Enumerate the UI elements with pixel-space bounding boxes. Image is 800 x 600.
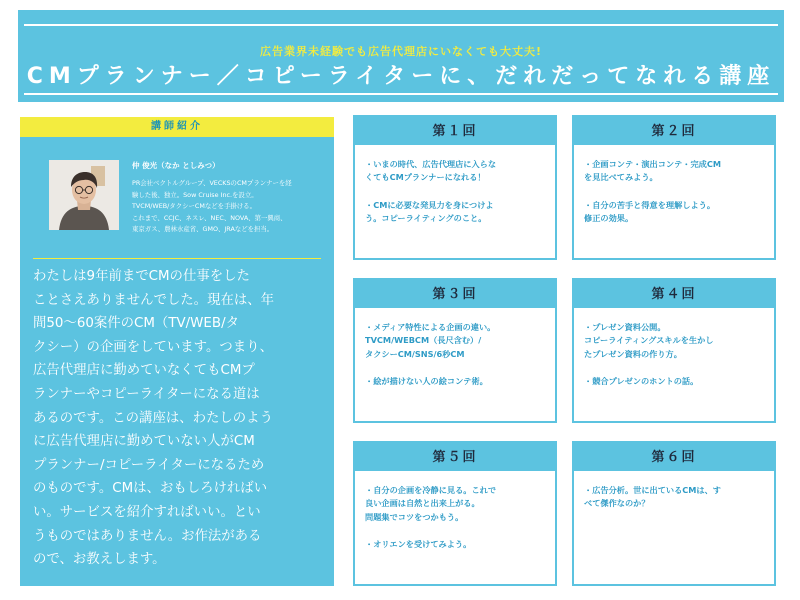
point-line: ・プレゼン資料公開。 (584, 322, 666, 332)
intro-line: に広告代理店に勤めていない人がCM (33, 434, 255, 450)
session-body (574, 308, 774, 388)
session-body (355, 308, 555, 388)
point-line: TVCM/WEBCM（長尺含む）/ (365, 335, 482, 346)
intro-line: ランナーやコピーライターになる道は (33, 386, 260, 402)
intro-line: プランナー/コピーライターになるため (33, 457, 265, 473)
session-title: 第５回 (355, 443, 555, 471)
point-line: ・広告分析。世に出ているCMは、す (584, 485, 721, 495)
point-line: ・いまの時代、広告代理店に入らな (365, 159, 497, 169)
session-body (355, 145, 555, 225)
session-title: 第６回 (574, 443, 774, 471)
point-line: タクシーCM/SNS/6秒CM (365, 348, 465, 359)
session-card-2 (572, 115, 776, 260)
bio-line: これまで、CCJC、ネスレ、NEC、NOVA、第一興商、 (132, 213, 287, 222)
header-banner (18, 10, 784, 102)
intro-line: ことさえありませんでした。現在は、年 (33, 292, 275, 308)
session-point (365, 321, 545, 361)
point-line: ・自分の企画を冷静に見る。これで (365, 485, 497, 495)
session-card-6 (572, 441, 776, 586)
intro-line: 間50～60案件のCM（TV/WEB/タ (33, 316, 239, 332)
point-line: たプレゼン資料の作り方。 (584, 348, 682, 359)
person-photo-icon (49, 160, 119, 230)
session-point (584, 484, 764, 511)
intro-line: のものです。CMは、おもしろければい (33, 481, 268, 497)
point-line: ・CMに必要な発見力を身につけよ (365, 199, 494, 210)
intro-line: クシー）の企画をしています。つまり、 (33, 339, 273, 355)
instructor-name: 仲 俊光（なか としみつ） (132, 161, 220, 170)
session-title: 第４回 (574, 280, 774, 308)
point-line: ・競合プレゼンのホントの話。 (584, 375, 699, 386)
intro-line: うものではありません。お作法がある (33, 528, 262, 544)
section-divider (33, 258, 321, 259)
header-subtitle: 広告業界未経験でも広告代理店にいなくても大丈夫! (259, 45, 542, 58)
session-point (584, 321, 764, 361)
session-title: 第３回 (355, 280, 555, 308)
point-line: 問題集でコツをつかもう。 (365, 511, 464, 522)
intro-line: 広告代理店に勤めていなくてもCMプ (33, 363, 255, 379)
session-card-5 (353, 441, 557, 586)
instructor-bio (132, 178, 342, 236)
intro-paragraph (33, 265, 325, 572)
session-point (365, 538, 545, 551)
intro-line: わたしは9年前までCMの仕事をした (33, 269, 250, 284)
instructor-section-label: 講師紹介 (20, 117, 334, 137)
session-point (365, 375, 545, 388)
session-card-4 (572, 278, 776, 423)
intro-line: ので、お教えします。 (33, 552, 166, 568)
point-line: ・絵が描けない人の絵コンテ術。 (365, 375, 488, 386)
session-point (584, 158, 764, 185)
bio-line: 東京ガス、農林水産省、GMO、JRAなどを担当。 (132, 225, 274, 233)
session-point (584, 375, 764, 388)
point-line: 良い企画は自然と出来上がる。 (365, 498, 480, 509)
banner-top-rule (24, 24, 778, 26)
session-body (355, 471, 555, 551)
point-line: べて傑作なのか？ (584, 498, 650, 509)
session-point (584, 199, 764, 226)
header-title: CMプランナー／コピーライターに、だれだってなれる講座 (26, 64, 776, 89)
intro-line: あるのです。この講座は、わたしのよう (33, 410, 273, 426)
session-card-3 (353, 278, 557, 423)
point-line: ・企画コンテ・演出コンテ・完成CM (584, 159, 721, 169)
bio-line: 験した後、独立。Sow Cruise Inc.を設立。 (132, 190, 258, 199)
session-point (365, 484, 545, 524)
bio-line: PR会社ベクトルグループ、VECKSのCMプランナーを経 (132, 179, 292, 187)
point-line: ・メディア特性による企画の違い。 (365, 322, 496, 332)
session-point (365, 199, 545, 226)
point-line: ・自分の苦手と得意を理解しよう。 (584, 199, 716, 210)
session-title: 第１回 (355, 117, 555, 145)
point-line: くてもCMプランナーになれる！ (365, 172, 486, 183)
session-title: 第２回 (574, 117, 774, 145)
point-line: ・オリエンを受けてみよう。 (365, 538, 472, 549)
session-body (574, 471, 774, 511)
banner-bottom-rule (24, 93, 778, 95)
point-line: コピーライティングスキルを生かし (584, 335, 714, 346)
point-line: を見比べてみよう。 (584, 172, 658, 183)
point-line: う。コピーライティングのこと。 (365, 212, 487, 223)
session-body (574, 145, 774, 225)
instructor-panel (20, 117, 334, 586)
instructor-photo-icon (49, 160, 119, 230)
session-card-1 (353, 115, 557, 260)
bio-line: TVCM/WEB/タクシーCMなどを手掛ける。 (132, 202, 256, 210)
intro-line: い。サービスを紹介すればいい。とい (33, 504, 261, 520)
session-point (365, 158, 545, 185)
point-line: 修正の効果。 (584, 212, 634, 223)
